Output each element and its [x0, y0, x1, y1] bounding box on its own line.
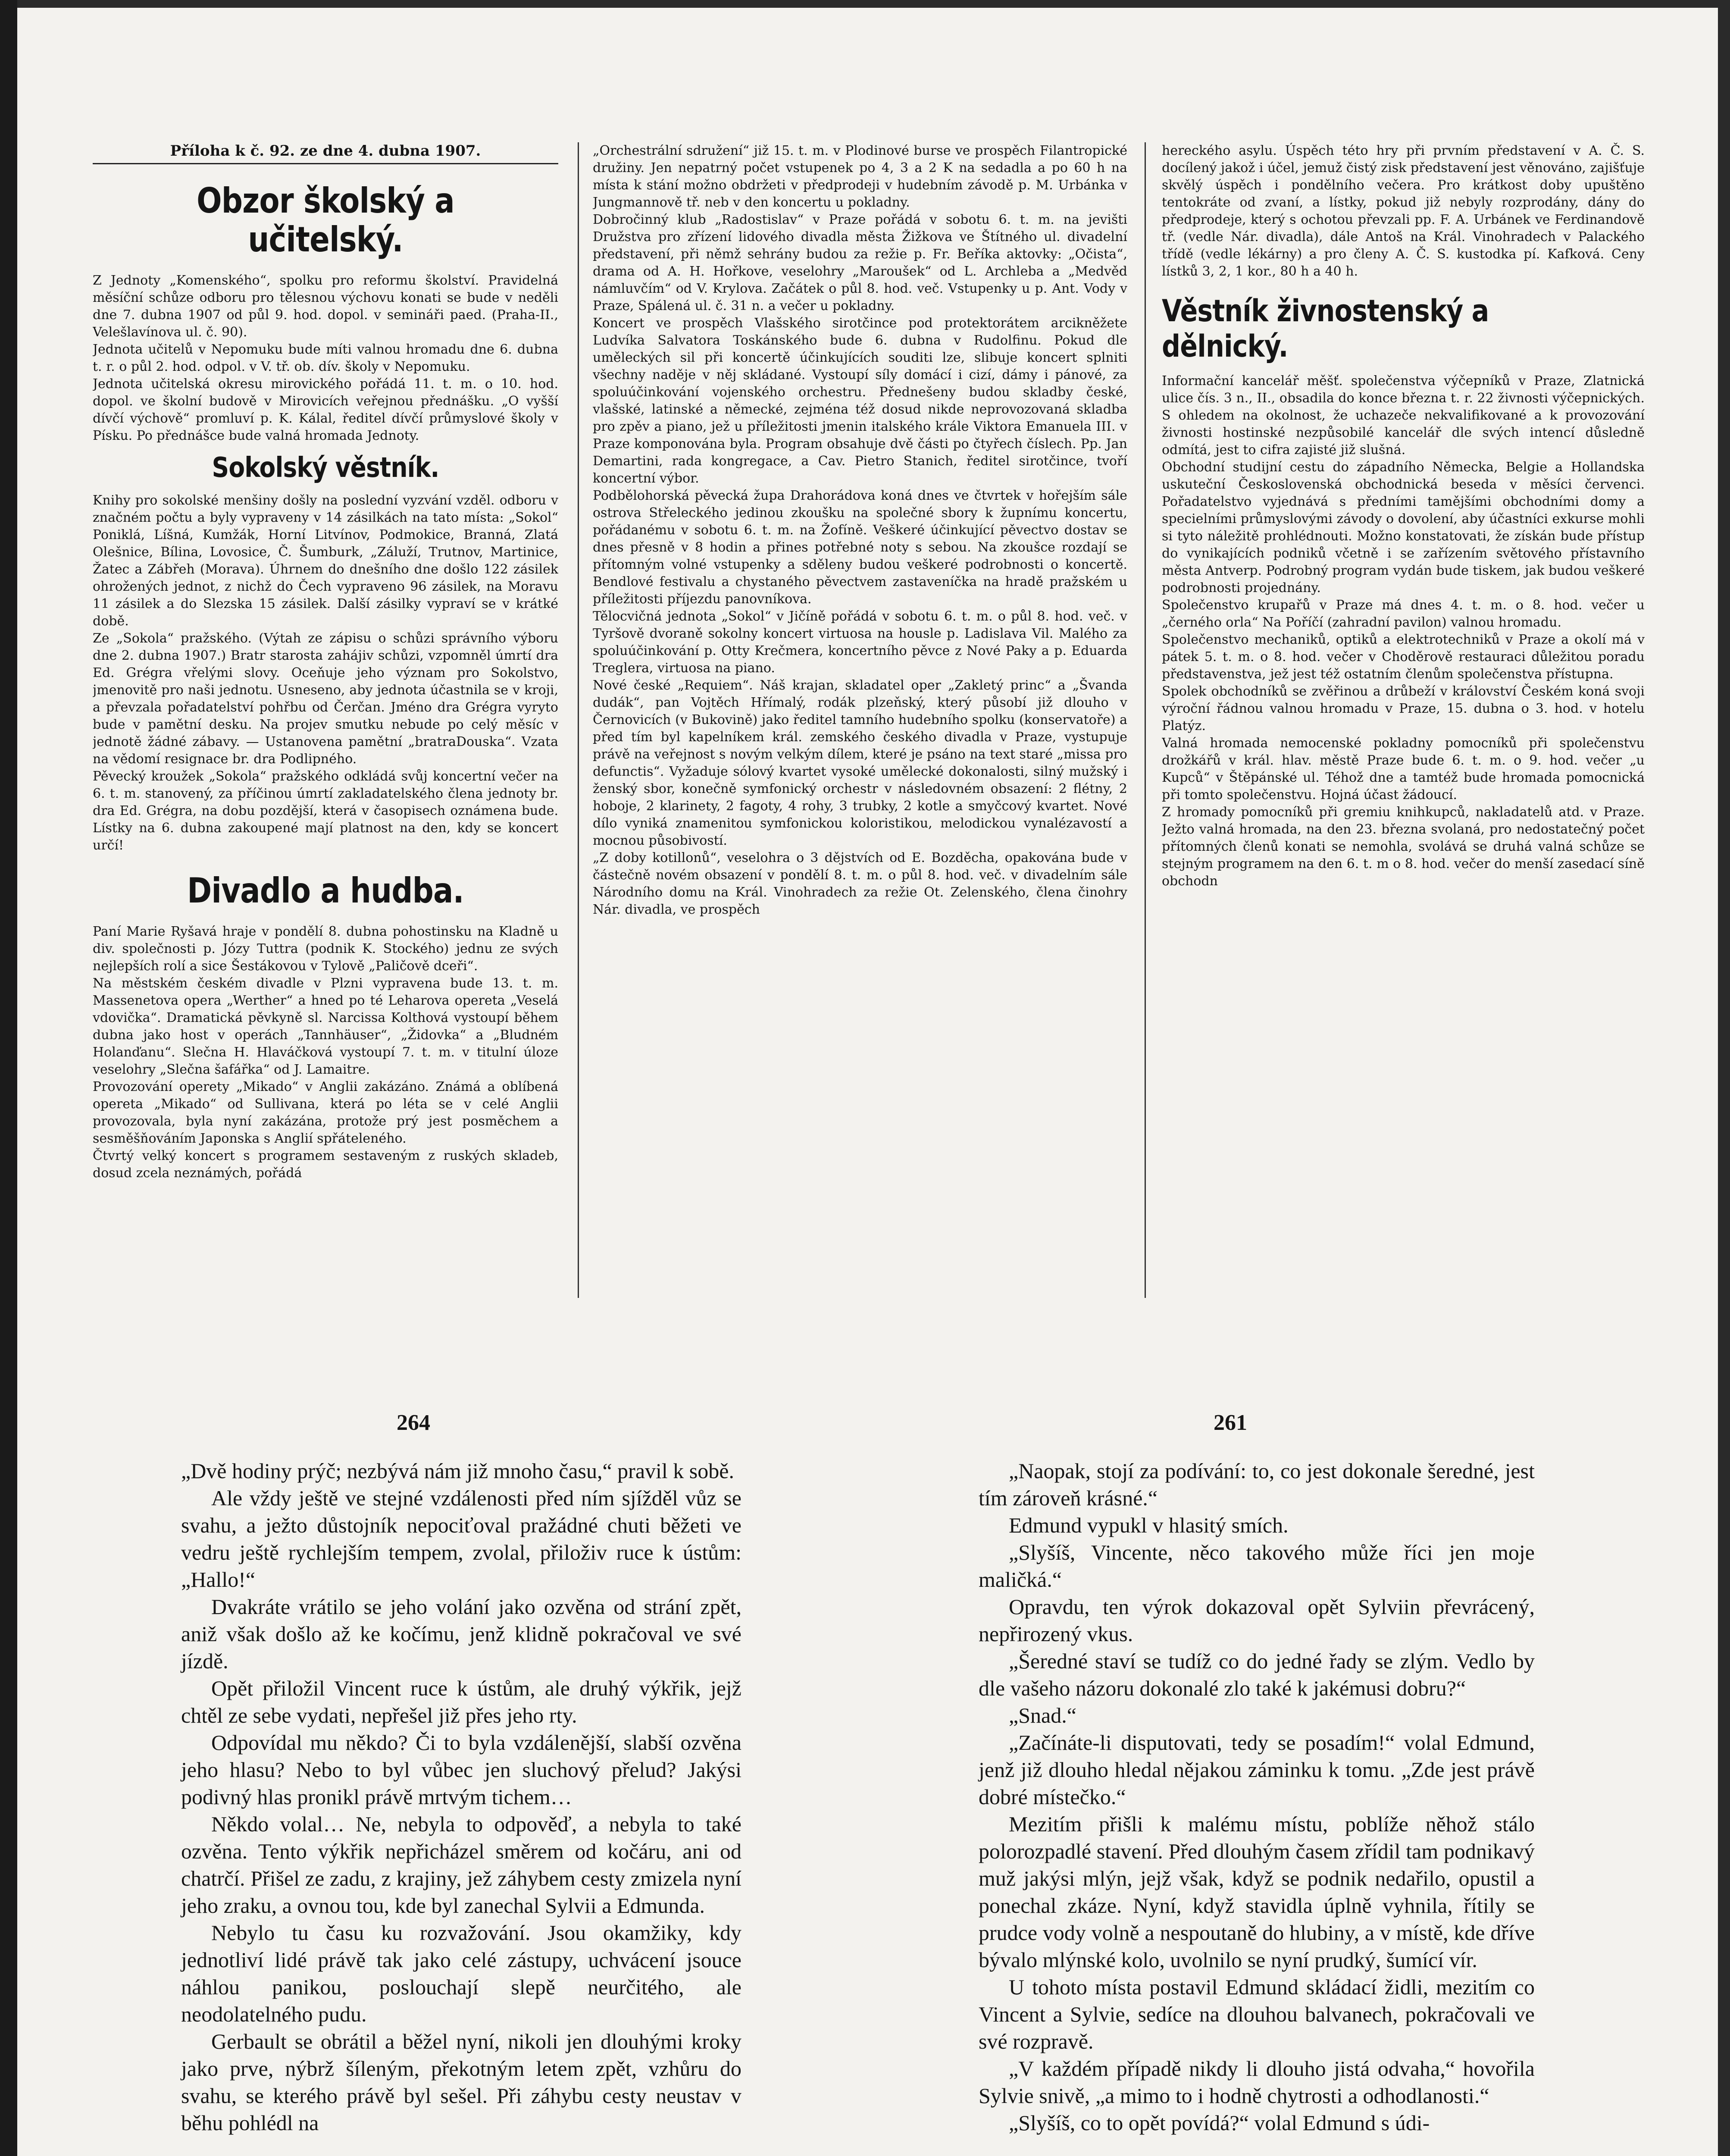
- article: Jednota učitelů v Nepomuku bude míti valnou hromadu dne 6. dubna t. r. o půl 2. hod. odpol. v V. tř. ob. dív. školy v Nepomuku.: [93, 342, 558, 374]
- supplement-title: Příloha k č. 92. ze dne 4. dubna 1907.: [93, 142, 558, 164]
- paragraph: Opět přiložil Vincent ruce k ústům, ale druhý výkřik, jejž chtěl ze sebe vydati, nepřešel již přes jeho rty.: [181, 1676, 741, 1727]
- article: Z Jednoty „Komenského“, spolku pro reformu školství. Pravidelná měsíční schůze odboru pro tělesnou výchovu konati se bude v neděli dne 7. dubna 1907 od půl 9. hod. dopol. v semináři paed. (Praha-II., Velešlavínova ul. č. 90).: [93, 273, 558, 340]
- paragraph: „Slyšíš, co to opět povídá?“ volal Edmund s údi-: [1009, 2111, 1430, 2135]
- article: Podbělohorská pěvecká župa Drahorádova koná dnes ve čtvrtek v hořejším sále ostrova Střeleckého jedinou zkoušku na společné sbory k župnímu koncertu, pořádanému v sobotu 6. t. m. na Žofíně. Veškeré účinkující pěvectvo dostav se dnes přesně v 8 hodin a přines potřebné noty s sebou. Na zkoušce rozdají se přítomným volné vstupenky a sděleny budou veškeré podrobnosti o koncertě. Bendlové festivalu a chystaného pěvectvem zastaveníčka na hradě pražském u příležitosti příjezdu panovníkova.: [593, 488, 1127, 607]
- article: Ze „Sokola“ pražského. (Výtah ze zápisu o schůzi správního výboru dne 2. dubna 1907.) Bratr starosta zahájiv schůzi, vzpomněl úmrtí dra Ed. Grégra vřelými slovy. Oceňuje jeho význam pro Sokolstvo, jmenovitě pro naši jednotu. Usneseno, aby jednota účastnila se v kroji, a převzala pořadatelství pohřbu od Čerčan. Jméno dra Grégra vyryto bude v pamětní desku. Na projev smutku nebude po celý měsíc v jednotě žádné zábavy. — Ustanovena pamětní „bratraDouska“. Vzata na vědomí resignace br. dra Podlipného.: [93, 631, 558, 767]
- paragraph: „Dvě hodiny prýč; nezbývá nám již mnoho času,“ pravil k sobě.: [181, 1459, 734, 1483]
- newspaper-supplement: [93, 142, 1645, 1328]
- column-2: [593, 142, 1127, 1315]
- article: Knihy pro sokolské menšiny došly na poslední vyzvání vzděl. odboru v značném počtu a byly vypraveny v 14 zásilkách na tato místa: „Sokol“ Poniklá, Líšná, Kumžák, Horní Litvínov, Podmokice, Branná, Zlatá Olešnice, Bílina, Lovosice, Č. Šumburk, „Záluží, Trutnov, Martinice, Žatec a Zábřeh (Morava). Úhrnem do dnešního dne došlo 122 zásilek ohrožených jednot, z nichž do Čech vypraveno 96 zásilek, na Moravu 11 zásilek a do Slezska 15 zásilek. Další zásilky vypraví se v krátké době.: [93, 493, 558, 629]
- article: Paní Marie Ryšavá hraje v pondělí 8. dubna pohostinsku na Kladně u div. společnosti p. Józy Tuttra (podnik K. Stockého) jednu ze svých nejlepších rolí a sice Šestákovou v Tylově „Paličově dceři“.: [93, 924, 558, 974]
- article: Valná hromada nemocenské pokladny pomocníků při společenstvu drožkářů v král. hlav. městě Praze bude 6. t. m. o 9. hod. večer „u Kupců“ v Štěpánské ul. Téhož dne a tamtéž bude hromada pomocnická při tomto společenstvu. Hojná účast žádoucí.: [1162, 736, 1645, 802]
- article: Koncert ve prospěch Vlašského sirotčince pod protektorátem arcikněžete Ludvíka Salvatora Toskánského bude 6. dubna v Rudolfinu. Pokud dle uměleckých sil při koncertě účinkujících souditi lze, slibuje koncert splniti všechny naděje v něj skládané. Vystoupí síly domácí i cizí, dámy i pánové, za spoluúčinkování vojenského orchestru. Přednešeny budou skladby české, vlašské, latinské a německé, zejména též dosud nikde neprovozovaná skladba pro zpěv a piano, jež u příležitosti jmenin italského krále Viktora Emanuela III. v Praze komponována byla. Program obsahuje dvě části po čtyřech číslech. Pp. Jan Demartini, rada kongregace, a Cav. Pietro Stanich, ředitel sirotčince, tvoří koncertní výbor.: [593, 316, 1127, 486]
- article: Jednota učitelská okresu mirovického pořádá 11. t. m. o 10. hod. dopol. ve školní budově v Mirovicích veřejnou přednášku. „O vyšší dívčí výchově“ promluví p. K. Kálal, ředitel dívčí průmyslové školy v Písku. Po přednášce bude valná hromada Jednoty.: [93, 376, 558, 443]
- paragraph: „V každém případě nikdy li dlouho jistá odvaha,“ hovořila Sylvie snivě, „a mimo to i hodně chytrosti a odhodlanosti.“: [979, 2056, 1535, 2108]
- scan-border-top: [0, 0, 1730, 8]
- article: hereckého asylu. Úspěch této hry při prvním představení v A. Č. S. docílený jakož i účel, jemuž čistý zisk představení jest věnováno, zajišťuje skvělý úspěch i pondělního večera. Pro krátkost doby upuštěno tentokráte od zvaní, a lístky, pokud již nebyly rozprodány, dány do předprodeje, který s ochotou převzali pp. F. A. Urbánek ve Ferdinandově tř. (vedle Nár. divadla), dále Antoš na Král. Vinohradech v Palackého třídě (vedle lékárny) a pro členy A. Č. S. kustodka pí. Kafková. Ceny lístků 3, 2, 1 kor., 80 h a 40 h.: [1162, 143, 1645, 279]
- column-divider: [1145, 142, 1146, 1298]
- paragraph: „Začínáte-li disputovati, tedy se posadím!“ volal Edmund, jenž již dlouho hledal nějakou záminku k tomu. „Zde jest právě dobré místečko.“: [979, 1730, 1535, 1809]
- article: Tělocvičná jednota „Sokol“ v Jičíně pořádá v sobotu 6. t. m. o půl 8. hod. več. v Tyršově dvoraně sokolny koncert virtuosa na housle p. Ladislava Vil. Malého za spoluúčinkování p. Otty Krečmera, koncertního pěvce z Nové Paky a p. Eduarda Treglera, virtuosa na piano.: [593, 609, 1127, 676]
- paragraph: U tohoto místa postavil Edmund skládací židli, mezitím co Vincent a Sylvie, sedíce na dlouhou balvanech, pokračovali ve své rozpravě.: [979, 1975, 1535, 2053]
- paragraph: Dvakráte vrátilo se jeho volání jako ozvěna od strání zpět, aniž však došlo až ke kočímu, jenž klidně pokračoval ve své jízdě.: [181, 1595, 741, 1673]
- article: Spolek obchodníků se zvěřinou a drůbeží v království Českém koná svoji výroční řádnou valnou hromadu v Praze, 15. dubna o 3. hod. v hotelu Platýz.: [1162, 684, 1645, 733]
- section-heading-school: Obzor školský a učitelský.: [197, 181, 454, 260]
- column-divider: [578, 142, 579, 1298]
- scan-border-left: [0, 0, 17, 2156]
- paragraph: Odpovídal mu někdo? Či to byla vzdálenější, slabší ozvěna jeho hlasu? Nebo to byl vůbec jen sluchový přelud? Jakýsi podivný hlas pronikl právě mrtvým tichem…: [181, 1730, 741, 1809]
- paragraph: „Slyšíš, Vincente, něco takového může říci jen moje maličká.“: [979, 1540, 1535, 1592]
- section-heading-trade: Věstník živnostenský a dělnický.: [1162, 293, 1489, 364]
- paragraph: „Šeredné staví se tudíž co do jedné řady se zlým. Vedlo by dle vašeho názoru dokonalé zlo také k jakémusi dobru?“: [979, 1649, 1535, 1700]
- paragraph: Ale vždy ještě ve stejné vzdálenosti před ním sjížděl vůz se svahu, a ježto důstojník nepociťoval pražádné chuti běžeti ve vedru ještě rychlejším tempem, zvolal, přiloživ ruce k ústům: „Hallo!“: [181, 1486, 741, 1592]
- left-page-number: 264: [397, 1410, 430, 1435]
- article: Společenstvo krupařů v Praze má dnes 4. t. m. o 8. hod. večer u „černého orla“ Na Poříčí (zahradní pavilon) valnou hromadu.: [1162, 598, 1645, 630]
- paragraph: Nebylo tu času ku rozvažování. Jsou okamžiky, kdy jednotliví lidé právě tak jako celé zástupy, uchvácení jsouce náhlou panikou, poslouchají slepě neurčitého, ale neodolatelného pudu.: [181, 1921, 741, 2026]
- article: „Orchestrální sdružení“ již 15. t. m. v Plodinové burse ve prospěch Filantropické družiny. Jen nepatrný počet vstupenek po 4, 3 a 2 K na sedadla a po 60 h na místa k stání možno obdržeti v předprodeji v hudebním závodě p. M. Urbánka v Jungmannově tř. neb v den koncertu u pokladny.: [593, 143, 1127, 210]
- paragraph: Gerbault se obrátil a běžel nyní, nikoli jen dlouhými kroky jako prve, nýbrž šíleným, překotným letem zpět, vzhůru do svahu, se kterého právě byl sešel. Při záhybu cesty neustav v běhu pohlédl na: [181, 2029, 741, 2135]
- section-heading-sokol: Sokolský věstník.: [212, 452, 439, 484]
- novel-left-page: [181, 1457, 741, 2137]
- paragraph: „Snad.“: [1009, 1703, 1076, 1727]
- paragraph: Mezitím přišli k malému místu, poblíže něhož stálo polorozpadlé stavení. Před dlouhým časem zřídil tam podnikavý muž jakýsi mlýn, jejž však, když se podnik nedařilo, opustil a ponechal zkáze. Nyní, když stavidla úplně vyhnila, řítily se prudce vody volně a nespoutaně do hlubiny, a v místě, kde dříve bývalo mlýnské kolo, uvolnilo se nyní prudký, šumící vír.: [979, 1812, 1535, 1972]
- section-heading-theatre: Divadlo a hudba.: [187, 871, 464, 911]
- novel-right-page: [979, 1457, 1535, 2137]
- column-3: [1162, 142, 1645, 1315]
- paragraph: Edmund vypukl v hlasitý smích.: [1009, 1513, 1289, 1537]
- article: Informační kancelář měšť. společenstva výčepníků v Praze, Zlatnická ulice čís. 3 n., II., obsadila do konce března t. r. 22 živnosti výčepnických. S ohledem na okolnost, že uchazeče nekvalifikované a k provozování živnosti hostinské nezpůsobilé kancelář dle svých intencí důsledně odmítá, jest to cifra zajisté již slušná.: [1162, 373, 1645, 458]
- article: Dobročinný klub „Radostislav“ v Praze pořádá v sobotu 6. t. m. na jevišti Družstva pro zřízení lidového divadla města Žižkova ve Štítného ul. divadelní představení, při němž sehrány budou za režie p. Fr. Beříka aktovky: „Očista“, drama od A. H. Hořkove, veselohry „Maroušek“ od L. Archleba a „Medvěd námluvčím“ od V. Krylova. Začátek o půl 8. hod. več. Vstupenky u p. Ant. Vody v Praze, Spálená ul. č. 31 n. a večer u pokladny.: [593, 212, 1127, 313]
- article: Společenstvo mechaniků, optiků a elektrotechniků v Praze a okolí má v pátek 5. t. m. o 8. hod. večer v Choděrově restauraci důležitou poradu představenstva, jež jest též ostatním členům společenstva přístupna.: [1162, 632, 1645, 682]
- article: Z hromady pomocníků při gremiu knihkupců, nakladatelů atd. v Praze. Ježto valná hromada, na den 23. března svolaná, pro nedostatečný počet přítomných členů konati se nemohla, svolává se druhá valná schůze se stejným programem na den 6. t. m o 8. hod. večer do menší zasedací síně obchodn: [1162, 805, 1645, 889]
- column-1: [93, 142, 558, 1315]
- article: Čtvrtý velký koncert s programem sestaveným z ruských skladeb, dosud zcela neznámých, pořádá: [93, 1148, 558, 1181]
- article: Provozování operety „Mikado“ v Anglii zakázáno. Známá a oblíbená opereta „Mikado“ od Sullivana, která po léta se v celé Anglii provozovala, byla nyní zakázána, protože prý jest posměchem a sesměšňováním Japonska s Anglií spřáteleného.: [93, 1079, 558, 1146]
- article: Pěvecký kroužek „Sokola“ pražského odkládá svůj koncertní večer na 6. t. m. stanovený, za příčinou úmrtí zakladatelského člena jednoty br. dra Ed. Grégra, na dobu pozdější, která v časopisech oznámena bude. Lístky na 6. dubna zakoupené mají platnost na den, kdy se koncert určí!: [93, 769, 558, 853]
- paragraph: „Naopak, stojí za podívání: to, co jest dokonale šeredné, jest tím zároveň krásné.“: [979, 1459, 1535, 1510]
- article: „Z doby kotillonů“, veselohra o 3 dějstvích od E. Bozděcha, opakována bude v částečně novém obsazení v pondělí 8. t. m. o půl 8. hod. več. v divadelním sále Národního domu na Král. Vinohradech za režie Ot. Zelenského, člena činohry Nár. divadla, ve prospěch: [593, 850, 1127, 917]
- article: Nové české „Requiem“. Náš krajan, skladatel oper „Zakletý princ“ a „Švanda dudák“, pan Vojtěch Hřímalý, rodák plzeňský, který působí již dlouho v Černovicích (v Bukovině) jako ředitel tamního hudebního spolku (konservatoře) a před tím byl kapelníkem král. zemského českého divadla v Praze, vystupuje právě na veřejnost s novým velkým dílem, které je psáno na text staré „missa pro defunctis“. Vyžaduje sólový kvartet vysoké umělecké dokonalosti, silný mužský i ženský sbor, konečně symfonický orchestr v následovném obsazení: 2 flétny, 2 hoboje, 2 klarinety, 2 fagoty, 4 rohy, 3 trubky, 2 kotle a smyčcový kvartet. Nové dílo vyniká znamenitou symfonickou koloristikou, melodickou vynalézavostí a mocnou působivostí.: [593, 678, 1127, 848]
- scan-border-right: [1718, 0, 1730, 2156]
- paragraph: Opravdu, ten výrok dokazoval opět Sylviin převrácený, nepřirozený vkus.: [979, 1595, 1535, 1646]
- right-page-number: 261: [1214, 1410, 1247, 1435]
- article: Obchodní studijní cestu do západního Německa, Belgie a Hollandska uskuteční Československá obchodnická beseda v měsíci červenci. Pořadatelstvo vyjednává s předními tamějšími obchodními domy a specielními průmyslovými závody o dovolení, aby účastníci exkurse mohli si tyto náležitě prohlédnouti. Možno konstatovati, že získán bude přístup do vynikajících podniků včetně i se zařízením světového přístavního města Antverp. Podrobný program vydán bude tiskem, jak budou veškeré podrobnosti projednány.: [1162, 460, 1645, 595]
- article: Na městském českém divadle v Plzni vypravena bude 13. t. m. Massenetova opera „Werther“ a hned po té Leharova opereta „Veselá vdovička“. Dramatická pěvkyně sl. Narcissa Kolthová vystoupí během dubna jako host v operách „Tannhäuser“, „Židovka“ a „Bludném Holanďanu“. Slečna H. Hlaváčková vystoupí 7. t. m. v titulní úloze veselohry „Slečna šafářka“ od J. Lamaitre.: [93, 976, 558, 1077]
- paragraph: Někdo volal… Ne, nebyla to odpověď, a nebyla to také ozvěna. Tento výkřik nepřicházel směrem od kočáru, ani od chatrčí. Přišel ze zadu, z krajiny, jež záhybem cesty zmizela nyní jeho zraku, a ovnou tou, kde byl zanechal Sylvii a Edmunda.: [181, 1812, 741, 1918]
